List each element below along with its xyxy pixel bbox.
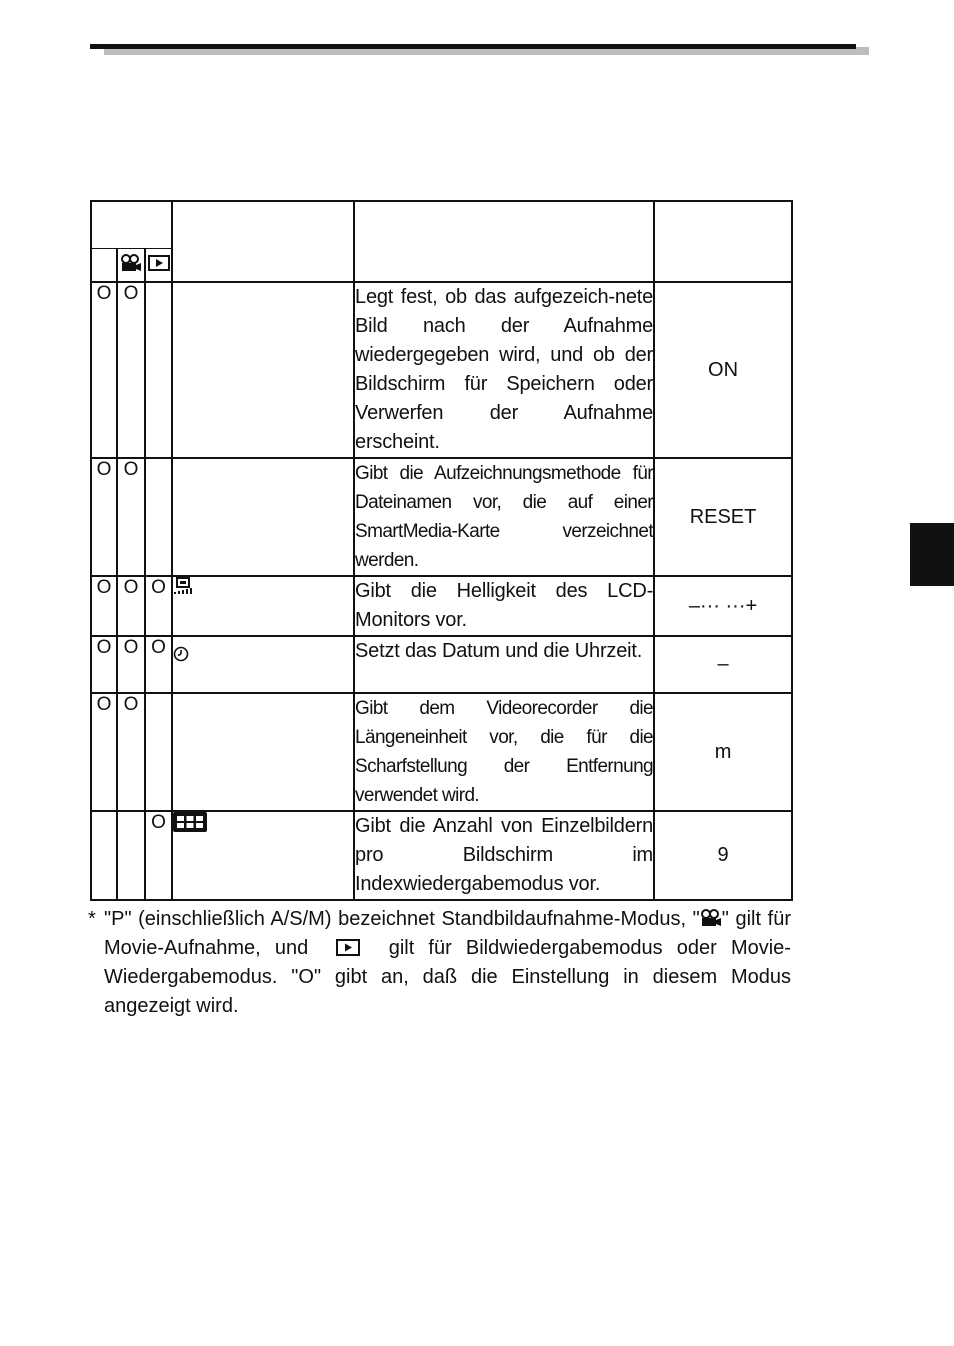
mode-mark-play <box>145 282 172 458</box>
settings-table <box>90 200 793 901</box>
footnote-marker: * <box>88 908 96 930</box>
description-cell: Gibt die Aufzeichnungsmethode für Dateinamen vor, die auf einer SmartMedia-Karte verzeichnet werden. <box>354 458 654 576</box>
index-grid-icon <box>173 812 207 832</box>
mode-mark-play <box>145 693 172 811</box>
table-row <box>91 693 792 811</box>
playback-icon <box>148 255 170 271</box>
description-cell: Setzt das Datum und die Uhrzeit. <box>354 636 654 693</box>
chapter-tab <box>910 523 954 586</box>
mode-header-p <box>91 249 117 283</box>
description-header <box>354 201 654 282</box>
mode-mark-play <box>145 458 172 576</box>
mode-mark-p: O <box>91 576 117 636</box>
item-cell <box>172 458 354 576</box>
movie-camera-icon <box>700 909 722 927</box>
item-cell <box>172 811 354 900</box>
item-cell <box>172 576 354 636</box>
mode-mark-play: O <box>145 636 172 693</box>
table-row <box>91 636 792 693</box>
default-header <box>654 201 792 282</box>
table-row <box>91 282 792 458</box>
mode-mark-movie: O <box>117 636 145 693</box>
footnote-part-2: " gilt für Movie-Aufnahme, und <box>104 908 791 959</box>
mode-mark-movie: O <box>117 693 145 811</box>
default-cell: ON <box>654 282 792 458</box>
mode-mark-movie: O <box>117 458 145 576</box>
description-cell: Gibt dem Videorecorder die Längeneinheit vor, die für die Scharfstellung der Entfernung verwendet wird. <box>354 693 654 811</box>
footnote <box>88 905 791 1021</box>
mode-mark-p: O <box>91 458 117 576</box>
default-cell: m <box>654 693 792 811</box>
mode-mark-p: O <box>91 636 117 693</box>
default-cell: RESET <box>654 458 792 576</box>
default-cell: 9 <box>654 811 792 900</box>
item-cell <box>172 636 354 693</box>
mode-header <box>91 201 172 249</box>
footnote-text <box>104 905 791 1021</box>
description-cell: Legt fest, ob das aufgezeich-nete Bild nach der Aufnahme wiedergegeben wird, und ob der Bildschirm für Speichern oder Verwerfen der Aufnahme erscheint. <box>354 282 654 458</box>
default-cell: –··· ···+ <box>654 576 792 636</box>
default-cell: – <box>654 636 792 693</box>
table-row <box>91 811 792 900</box>
mode-mark-play: O <box>145 811 172 900</box>
mode-header-movie <box>117 249 145 283</box>
mode-mark-movie: O <box>117 576 145 636</box>
table-row <box>91 458 792 576</box>
table-row <box>91 576 792 636</box>
item-cell <box>172 282 354 458</box>
footnote-part-1: "P" (einschließlich A/S/M) bezeichnet Standbildaufnahme-Modus, " <box>104 908 700 930</box>
description-cell: Gibt die Anzahl von Einzelbildern pro Bildschirm im Indexwiedergabemodus vor. <box>354 811 654 900</box>
lcd-brightness-icon <box>173 577 193 595</box>
item-cell <box>172 693 354 811</box>
description-cell: Gibt die Helligkeit des LCD-Monitors vor. <box>354 576 654 636</box>
clock-icon <box>173 646 189 662</box>
header-rule <box>90 44 856 49</box>
mode-mark-p: O <box>91 693 117 811</box>
mode-mark-p <box>91 811 117 900</box>
footnote-part-3: gilt für Bildwiedergabemodus oder Movie-Wiedergabemodus. "O" gibt an, daß die Einstellung in diesem Modus angezeigt wird. <box>104 937 791 1017</box>
movie-camera-icon <box>120 254 142 272</box>
mode-mark-p: O <box>91 282 117 458</box>
mode-mark-movie <box>117 811 145 900</box>
playback-icon <box>336 939 360 956</box>
mode-mark-movie: O <box>117 282 145 458</box>
item-header <box>172 201 354 282</box>
mode-header-play <box>145 249 172 283</box>
mode-mark-play: O <box>145 576 172 636</box>
